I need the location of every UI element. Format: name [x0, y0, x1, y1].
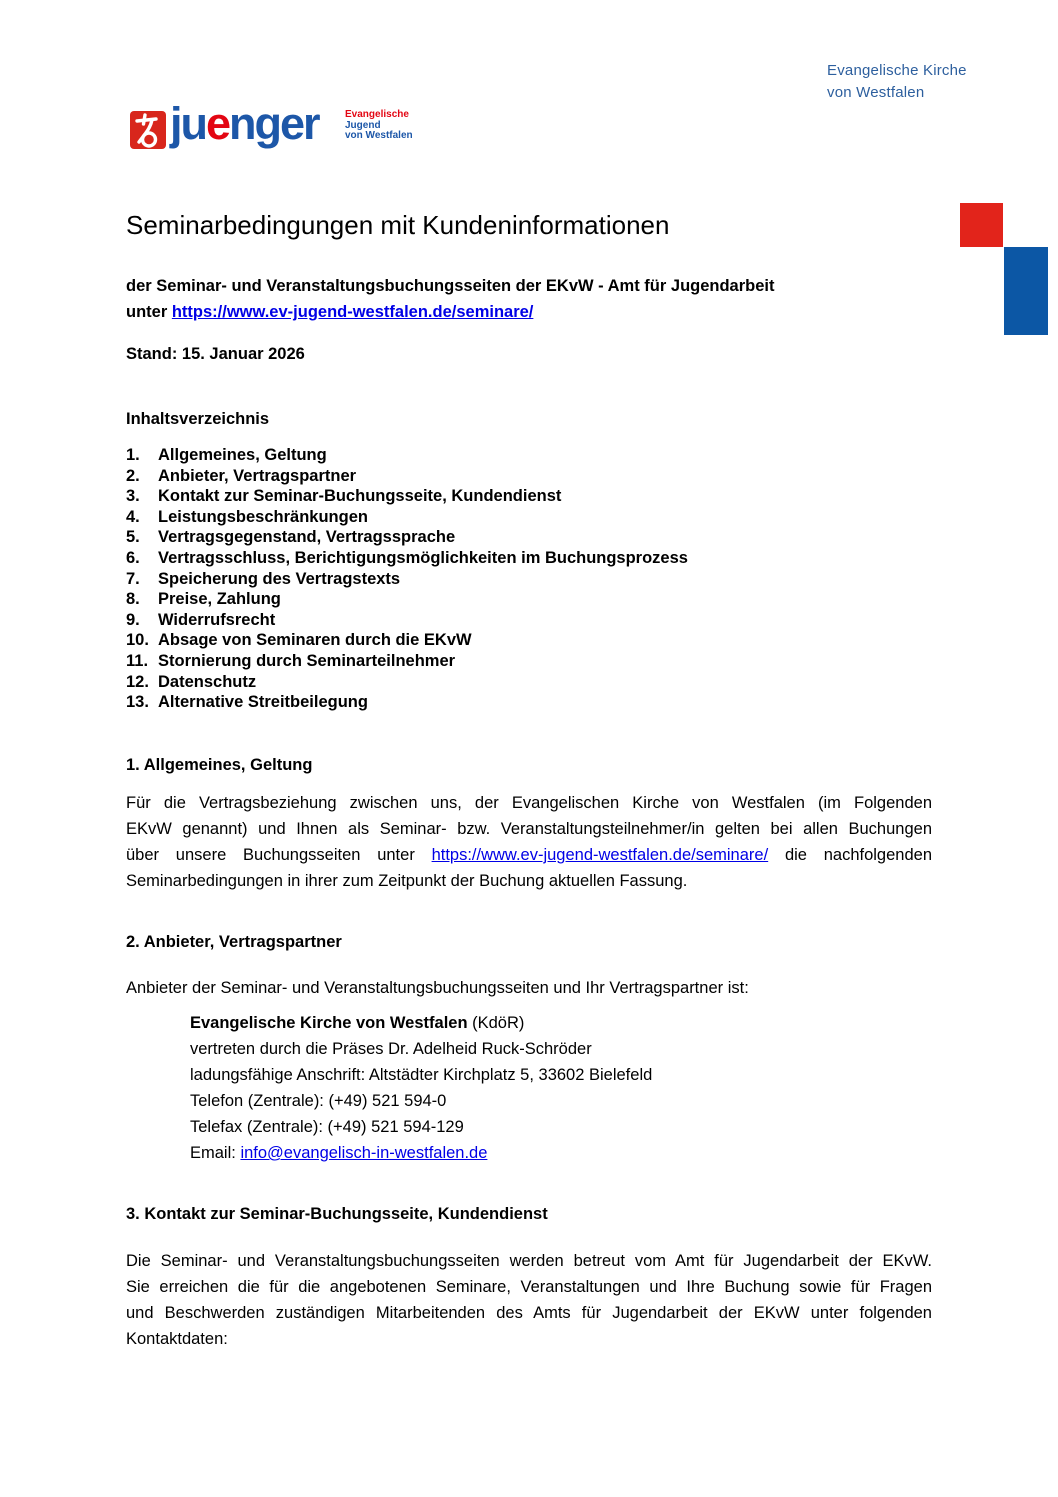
provider-address-block	[190, 1010, 652, 1166]
provider-name-suffix: (KdöR)	[467, 1014, 525, 1032]
corporate-name-line2: von Westfalen	[827, 84, 925, 101]
toc-item-label: Stornierung durch Seminarteilnehmer	[158, 651, 456, 670]
toc-item	[126, 692, 886, 713]
toc-item	[126, 569, 886, 590]
paragraph-line: Die Seminar- und Veranstaltungsbuchungsseiten werden betreut vom Amt für Jugendarbeit der EKvW.	[126, 1252, 932, 1270]
decor-blue-rectangle	[1004, 247, 1048, 335]
paragraph-text: über unsere Buchungsseiten unter	[126, 846, 432, 864]
provider-phone: Telefon (Zentrale): (+49) 521 594-0	[190, 1092, 447, 1110]
section-1-heading: 1. Allgemeines, Geltung	[126, 756, 313, 774]
toc-item	[126, 672, 886, 693]
toc-item	[126, 527, 886, 548]
toc-item-label: Widerrufsrecht	[158, 610, 276, 629]
paragraph-line: Für die Vertragsbeziehung zwischen uns, der Evangelischen Kirche von Westfalen (im Folgenden	[126, 794, 932, 812]
toc-item-label: Alternative Streitbeilegung	[158, 693, 368, 712]
toc-item-number: 10.	[126, 631, 149, 650]
tagline-line3: von Westfalen	[345, 130, 413, 141]
toc-item-number: 3.	[126, 487, 140, 506]
toc-item-number: 11.	[126, 651, 149, 670]
toc-item-label: Absage von Seminaren durch die EKvW	[158, 631, 472, 650]
toc-item-label: Vertragsschluss, Berichtigungsmöglichkeiten im Buchungsprozess	[158, 548, 688, 567]
tagline-line2: Jugend	[345, 119, 381, 131]
provider-postal-address: ladungsfähige Anschrift: Altstädter Kirchplatz 5, 33602 Bielefeld	[190, 1066, 653, 1084]
toc-item	[126, 630, 886, 651]
toc-item-number: 12.	[126, 672, 149, 691]
paragraph-line: Sie erreichen die für die angebotenen Seminare, Veranstaltungen und Ihre Buchung sowie für Fragen	[126, 1278, 932, 1296]
section-3-paragraph	[126, 1248, 932, 1352]
paragraph-line: Kontaktdaten:	[126, 1330, 228, 1348]
seminare-url-inline-link[interactable]: https://www.ev-jugend-westfalen.de/seminare/	[431, 846, 769, 864]
toc-list	[126, 445, 886, 713]
toc-item-label: Preise, Zahlung	[158, 590, 281, 609]
toc-item	[126, 486, 886, 507]
provider-email-line	[190, 1140, 652, 1166]
paragraph-text: die nachfolgenden	[768, 846, 932, 864]
toc-item-label: Allgemeines, Geltung	[158, 446, 327, 464]
email-label: Email:	[190, 1144, 241, 1162]
toc-item-label: Vertragsgegenstand, Vertragssprache	[158, 528, 456, 547]
page-title: Seminarbedingungen mit Kundeninformationen	[126, 210, 670, 240]
toc-item	[126, 466, 886, 487]
paragraph-line: und Beschwerden zuständigen Mitarbeitenden des Amts für Jugendarbeit der EKvW unter folgenden	[126, 1304, 932, 1322]
provider-name: Evangelische Kirche von Westfalen	[190, 1014, 468, 1032]
subtitle-line1: der Seminar- und Veranstaltungsbuchungsseiten der EKvW - Amt für Jugendarbeit	[126, 277, 775, 295]
toc-item	[126, 445, 886, 466]
tagline-line1: Evangelische	[345, 109, 409, 120]
paragraph-line	[126, 842, 932, 868]
toc-item-number: 7.	[126, 569, 140, 588]
toc-item-label: Anbieter, Vertragspartner	[158, 466, 357, 485]
corporate-name-line1: Evangelische Kirche	[827, 62, 967, 79]
stand-date: Stand: 15. Januar 2026	[126, 345, 305, 363]
toc-item-label: Leistungsbeschränkungen	[158, 507, 368, 526]
section-3-heading: 3. Kontakt zur Seminar-Buchungsseite, Kundendienst	[126, 1205, 548, 1223]
seminare-url-link[interactable]: https://www.ev-jugend-westfalen.de/seminare/	[171, 303, 534, 321]
toc-item	[126, 651, 886, 672]
corporate-name	[827, 60, 967, 104]
decor-red-square	[960, 203, 1003, 247]
toc-item	[126, 589, 886, 610]
section-1-paragraph	[126, 790, 932, 894]
toc-item-label: Kontakt zur Seminar-Buchungsseite, Kundendienst	[158, 487, 562, 506]
toc-item	[126, 548, 886, 569]
wordmark-segment: ju	[170, 98, 206, 149]
toc-item-number: 8.	[126, 590, 140, 609]
logo-tagline	[345, 110, 413, 142]
provider-fax: Telefax (Zentrale): (+49) 521 594-129	[190, 1118, 464, 1136]
wordmark-segment-red: e	[206, 98, 230, 149]
toc-item-number: 13.	[126, 693, 149, 712]
juenger-wordmark	[170, 98, 319, 149]
toc-item	[126, 610, 886, 631]
subtitle-line2	[126, 299, 775, 325]
provider-email-link[interactable]: info@evangelisch-in-westfalen.de	[240, 1144, 488, 1162]
provider-name-line	[190, 1010, 652, 1036]
toc-item-number: 4.	[126, 507, 140, 526]
subtitle-line2-prefix: unter	[126, 303, 172, 321]
toc-item-label: Speicherung des Vertragstexts	[158, 569, 401, 588]
toc-item-number: 9.	[126, 610, 140, 629]
toc-item-label: Datenschutz	[158, 672, 257, 691]
section-2-heading: 2. Anbieter, Vertragspartner	[126, 933, 342, 951]
toc-item-number: 2.	[126, 466, 140, 485]
toc-item-number: 5.	[126, 528, 140, 547]
wordmark-segment: nger	[229, 98, 319, 149]
paragraph-line: EKvW genannt) und Ihnen als Seminar- bzw. Veranstaltungsteilnehmer/in gelten bei allen Buchungen	[126, 820, 932, 838]
provider-representative: vertreten durch die Präses Dr. Adelheid Ruck-Schröder	[190, 1040, 592, 1058]
subtitle	[126, 273, 775, 325]
toc-item-number: 1.	[126, 446, 140, 464]
paragraph-line: Seminarbedingungen in ihrer zum Zeitpunkt der Buchung aktuellen Fassung.	[126, 872, 688, 890]
section-2-intro: Anbieter der Seminar- und Veranstaltungsbuchungsseiten und Ihr Vertragspartner ist:	[126, 979, 749, 997]
toc-item-number: 6.	[126, 548, 140, 567]
toc-item	[126, 507, 886, 528]
toc-heading: Inhaltsverzeichnis	[126, 410, 270, 428]
juenger-figure-icon	[130, 111, 166, 149]
